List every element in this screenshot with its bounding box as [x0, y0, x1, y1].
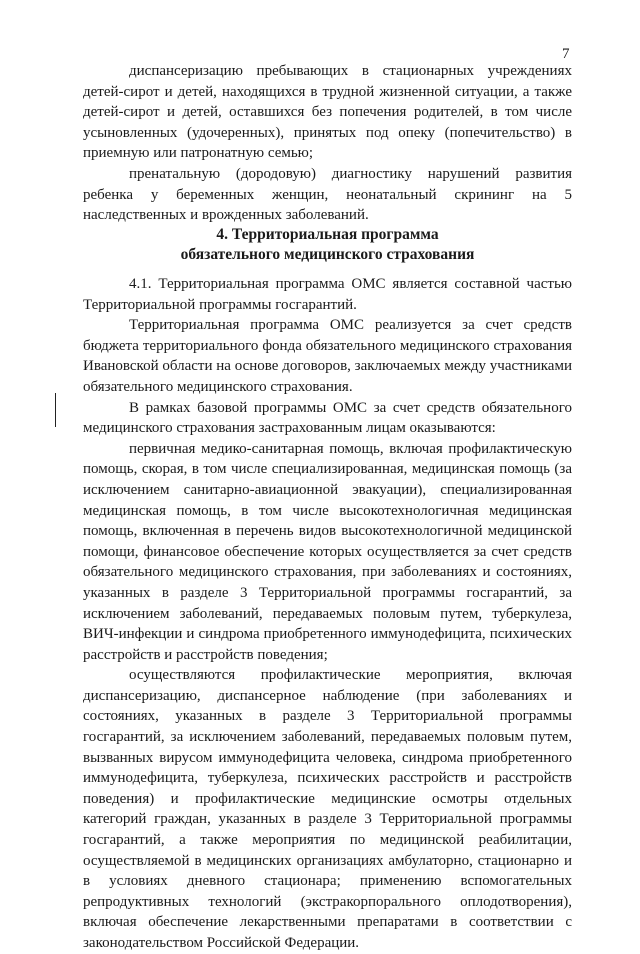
section-title-line2: обязательного медицинского страхования — [180, 246, 475, 263]
paragraph-base-program: В рамках базовой программы ОМС за счет средств обязательного медицинского страхования застрахованным лицам оказываются: — [83, 399, 572, 437]
section-body — [83, 274, 572, 954]
paragraph-4-1: 4.1. Территориальная программа ОМС является составной частью Территориальной программы госгарантий. — [83, 276, 572, 313]
page-number: 7 — [562, 46, 570, 62]
top-block — [83, 61, 572, 226]
paragraph-prevention: осуществляются профилактические мероприятия, включая диспансеризацию, диспансерное наблюдение (при заболеваниях и состояниях, указанных в разделе 3 Территориальной программы госгарантий, за исключением заболеваний, передаваемых половым путем, вызванных вирусом иммунодефицита человека, синдрома приобретенного иммунодефицита, туберкулеза, психических расстройств и расстройств поведения) и профилактические медицинские осмотры отдельных категорий граждан, указанных в разделе 3 Территориальной программы госгарантий, а также мероприятия по медицинской реабилитации, осуществляемой в медицинских организациях амбулаторно, стационарно и в условиях дневного стационара; применению вспомогательных репродуктивных технологий (экстракорпорального оплодотворения), включая обеспечение лекарственными препаратами в соответствии с законодательством Российской Федерации. — [83, 667, 572, 951]
paragraph-dispanserization: диспансеризацию пребывающих в стационарных учреждениях детей-сирот и детей, находящихся в трудной жизненной ситуации, а также детей-сирот и детей, оставшихся без попечения родителей, в том числе усыновленных (удочеренных), принятых под опеку (попечительство) в приемную или патронатную семью; — [83, 63, 572, 162]
margin-mark — [55, 393, 56, 427]
section-title-line1: 4. Территориальная программа — [216, 226, 439, 243]
paragraph-prenatal: пренатальную (дородовую) диагностику нарушений развития ребенка у беременных женщин, неонатальный скрининг на 5 наследственных и врожденных заболеваний. — [83, 165, 572, 224]
paragraph-funding: Территориальная программа ОМС реализуется за счет средств бюджета территориального фонда обязательного медицинского страхования Ивановской области на основе договоров, заключаемых между участниками обязательного медицинского страхования. — [83, 317, 572, 395]
paragraph-primary-care: первичная медико-санитарная помощь, включая профилактическую помощь, скорая, в том числе специализированная, медицинская помощь (за исключением санитарно-авиационной эвакуации), специализированная медицинская помощь, в том числе высокотехнологичная медицинская помощь, включенная в перечень видов высокотехнологичной медицинской помощи, финансовое обеспечение которых осуществляется за счет средств обязательного медицинского страхования, при заболеваниях и состояниях, указанных в разделе 3 Территориальной программы госгарантий, за исключением заболеваний, передаваемых половым путем, туберкулеза, ВИЧ-инфекции и синдрома приобретенного иммунодефицита, психических расстройств и расстройств поведения; — [83, 440, 572, 663]
section-heading — [83, 225, 572, 265]
